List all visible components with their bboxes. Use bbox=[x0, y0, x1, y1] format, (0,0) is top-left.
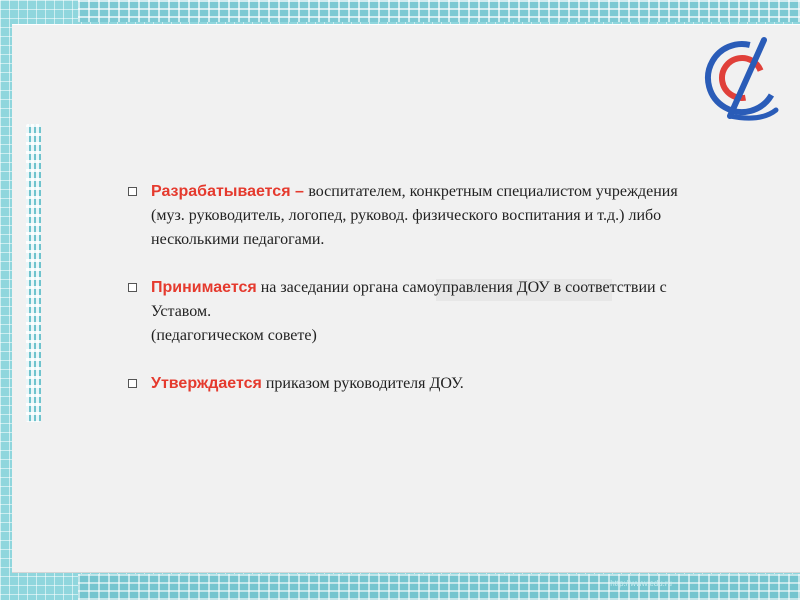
bullet-icon bbox=[128, 283, 137, 292]
bullet-title: Утверждается bbox=[151, 375, 262, 392]
bullet-text: воспитателем, конкретным специалистом учреждения (муз. руководитель, логопед, руковод. физического воспитания и т.д.) либо несколькими педагогами. bbox=[151, 183, 678, 248]
bullet-separator: – bbox=[290, 183, 309, 200]
bullet-title: Разрабатывается bbox=[151, 183, 291, 200]
bullet-icon bbox=[128, 187, 137, 196]
top-decorative-strip bbox=[78, 0, 800, 22]
bullet-item-accept bbox=[126, 276, 686, 348]
side-decorative-strip bbox=[26, 124, 41, 422]
bullet-item-approve bbox=[126, 372, 686, 396]
bullet-text: приказом руководителя ДОУ. bbox=[261, 375, 464, 392]
bullet-item-develop bbox=[126, 180, 686, 252]
bottom-decorative-strip bbox=[78, 574, 800, 600]
bullet-subtext: (педагогическом совете) bbox=[151, 327, 317, 344]
footer-text: http://www.edu.ru bbox=[610, 579, 672, 588]
slide-content bbox=[126, 180, 686, 420]
bullet-icon bbox=[128, 379, 137, 388]
logo-icon bbox=[700, 30, 788, 126]
bullet-text: на заседании органа самоуправления ДОУ в соответствии с Уставом. bbox=[151, 279, 667, 320]
bullet-title: Принимается bbox=[151, 279, 257, 296]
